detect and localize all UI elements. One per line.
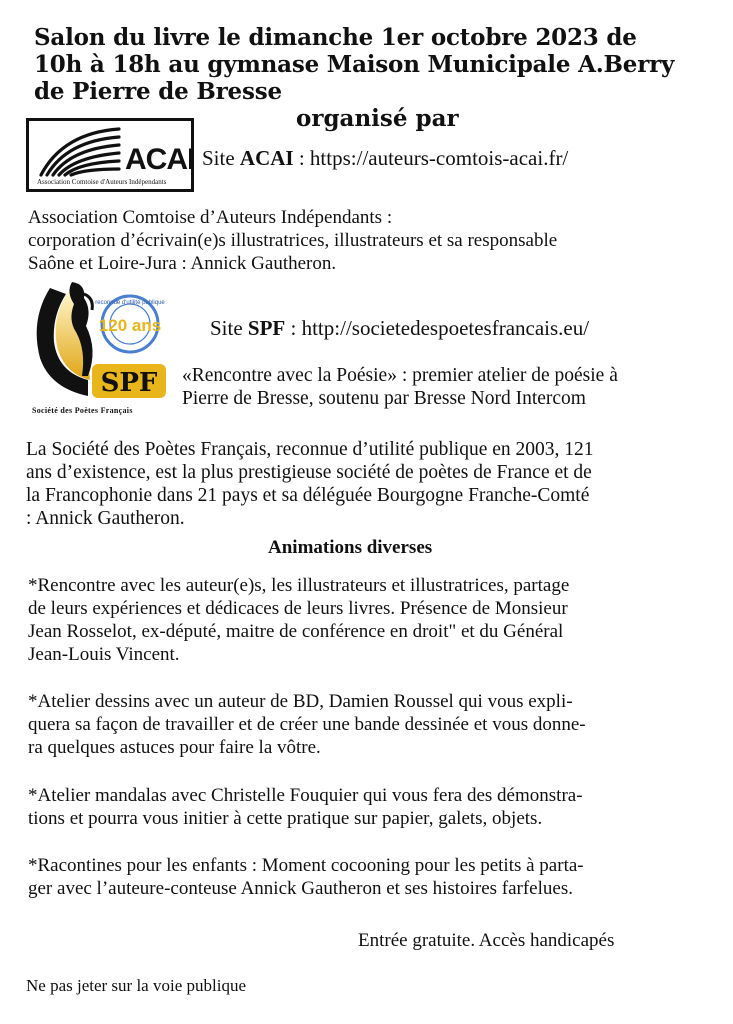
animation-line: Jean Rosselot, ex-député, maitre de conférence en droit" et du Général [28, 621, 564, 642]
animation-item-dessins [28, 690, 586, 759]
rencontre-poesie-text [182, 364, 618, 410]
description-line: La Société des Poètes Français, reconnue d’utilité publique en 2003, 121 [26, 439, 594, 460]
acai-description [28, 206, 557, 275]
spf-site-line [210, 316, 589, 341]
spf-site-url[interactable]: : http://societedespoetesfrancais.eu/ [285, 316, 590, 340]
animation-line: *Racontines pour les enfants : Moment cocooning pour les petits à parta- [28, 855, 584, 876]
description-line: : Annick Gautheron. [26, 508, 185, 529]
acai-site-url[interactable]: : https://auteurs-comtois-acai.fr/ [293, 146, 569, 170]
animation-item-rencontre [28, 574, 569, 666]
spf-logo [28, 280, 168, 420]
description-line: la Francophonie dans 21 pays et sa déléguée Bourgogne Franche-Comté [26, 485, 590, 506]
acai-logo [26, 118, 194, 192]
animation-line: tions et pourra vous initier à cette pratique sur papier, galets, objets. [28, 808, 543, 829]
title-line: Salon du livre le dimanche 1er octobre 2023 de [34, 24, 637, 51]
spf-badge-ring-text: reconnue d'utilité publique [95, 300, 165, 306]
footer-note: Ne pas jeter sur la voie publique [26, 976, 246, 995]
animation-line: *Atelier mandalas avec Christelle Fouquier qui vous fera des démonstra- [28, 785, 583, 806]
title-line: de Pierre de Bresse [34, 78, 282, 105]
animation-line: Jean-Louis Vincent. [28, 644, 180, 665]
site-prefix: Site [210, 316, 248, 340]
description-line: Association Comtoise d’Auteurs Indépendants : [28, 207, 393, 228]
animation-line: quera sa façon de travailler et de créer une bande dessinée et vous donne- [28, 714, 586, 735]
title-line: 10h à 18h au gymnase Maison Municipale A.Berry [34, 51, 675, 78]
animation-line: de leurs expériences et dédicaces de leurs livres. Présence de Monsieur [28, 598, 568, 619]
event-title [34, 24, 724, 105]
rencontre-line: Pierre de Bresse, soutenu par Bresse Nord Intercom [182, 388, 586, 409]
spf-emblem-icon [28, 280, 168, 406]
description-line: ans d’existence, est la plus prestigieuse société de poètes de France et de [26, 462, 592, 483]
animations-heading: Animations diverses [268, 537, 433, 558]
animation-item-mandalas [28, 784, 583, 830]
site-prefix: Site [202, 146, 240, 170]
spf-description [26, 438, 594, 530]
spf-badge-text: 120 ans [98, 316, 162, 335]
description-line: Saône et Loire-Jura : Annick Gautheron. [28, 253, 337, 274]
description-line: corporation d’écrivain(e)s illustratrices, illustrateurs et sa responsable [28, 230, 558, 251]
rencontre-line: «Rencontre avec la Poésie» : premier atelier de poésie à [182, 365, 618, 386]
animation-line: *Atelier dessins avec un auteur de BD, Damien Roussel qui vous expli- [28, 691, 573, 712]
animation-line: *Rencontre avec les auteur(e)s, les illustrateurs et illustratrices, partage [28, 575, 570, 596]
acai-site-name: ACAI [239, 146, 294, 170]
animation-item-racontines [28, 854, 584, 900]
entree-info: Entrée gratuite. Accès handicapés [358, 930, 615, 951]
organise-par-heading: organisé par [296, 105, 459, 132]
acai-logo-text: ACAI [125, 143, 195, 176]
spf-logo-caption: Société des Poètes Français [32, 406, 133, 415]
acai-site-line [202, 146, 568, 171]
animation-line: ra quelques astuces pour faire la vôtre. [28, 737, 321, 758]
animation-line: ger avec l’auteure-conteuse Annick Gautheron et ses histoires farfelues. [28, 878, 573, 899]
spf-site-name: SPF [247, 316, 286, 340]
spf-logo-text: SPF [100, 368, 158, 398]
acai-logo-subtext: Association Comtoise d'Auteurs Indépendants [37, 178, 167, 186]
book-pages-icon [33, 123, 123, 179]
